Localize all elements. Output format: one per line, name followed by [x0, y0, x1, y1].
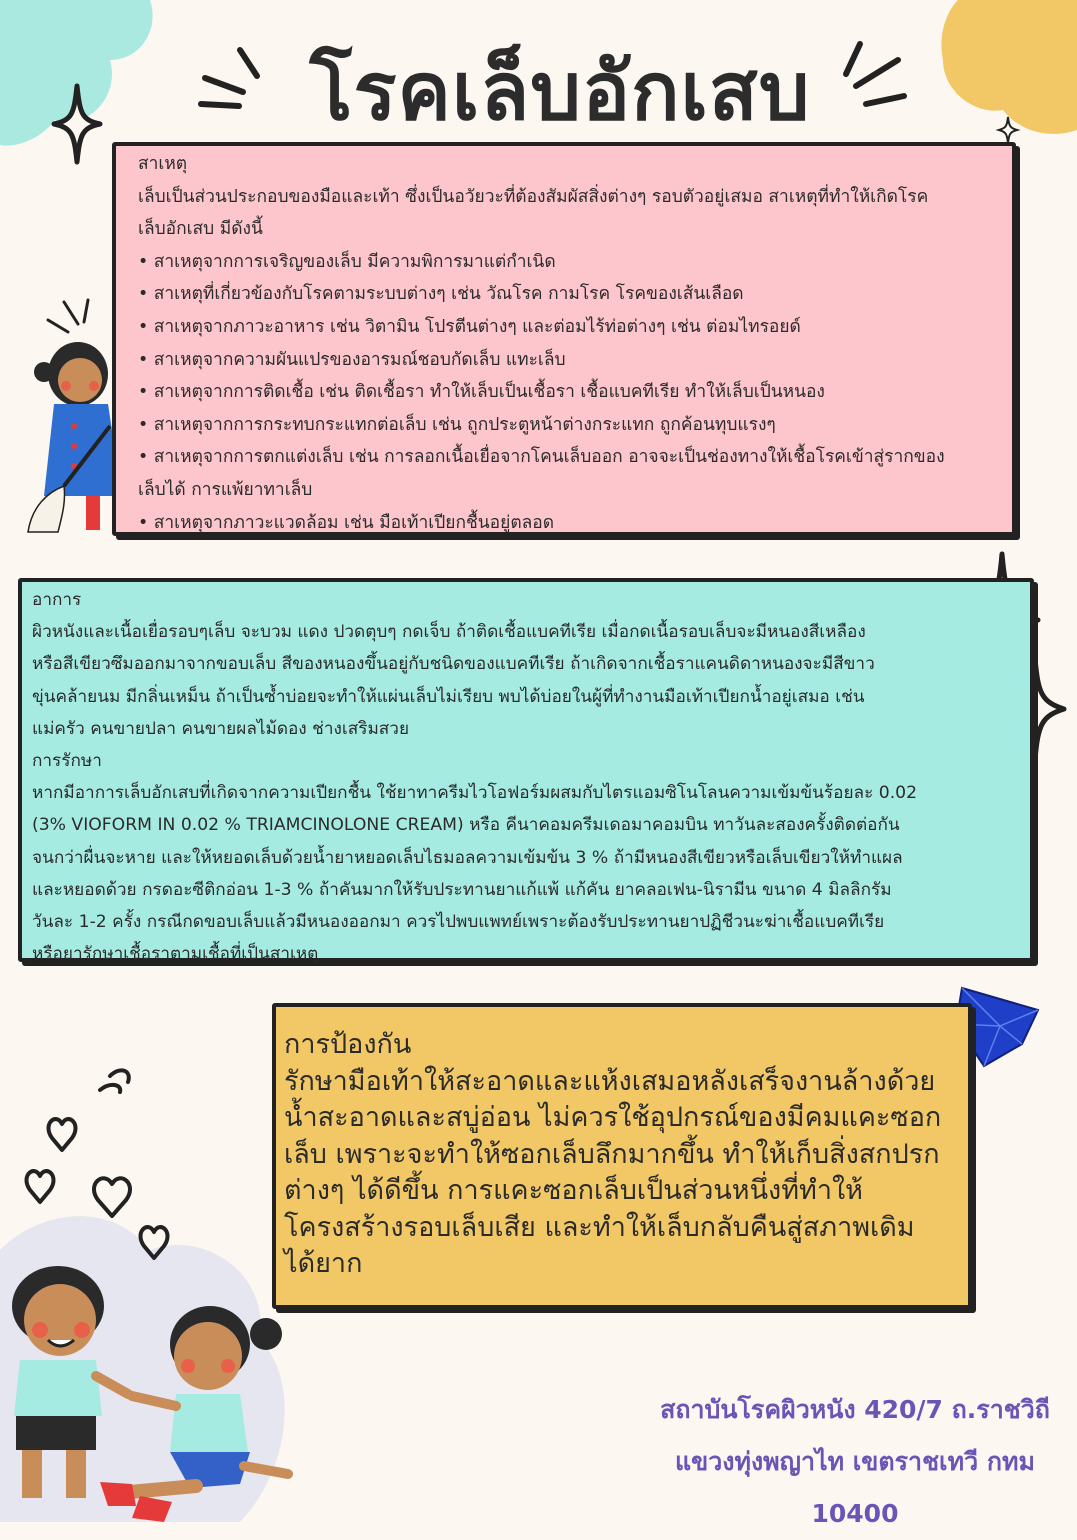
children-holding-hands-illustration: [0, 1256, 300, 1522]
cause-line: เล็บเป็นส่วนประกอบของมือและเท้า ซึ่งเป็นอวัยวะที่ต้องสัมผัสสิ่งต่างๆ รอบตัวอยู่เสมอ สาเหตุที่ทำให้เกิดโรค: [138, 186, 929, 207]
institute-address: [640, 1384, 1070, 1540]
prevention-line: โครงสร้างรอบเล็บเสีย และทำให้เล็บกลับคืนสู่สภาพเดิม: [284, 1211, 915, 1243]
prevention-heading: การป้องกัน: [284, 1029, 412, 1060]
hearts-doodle-icon: [20, 1060, 190, 1270]
cause-bullet: • สาเหตุจากภาวะแวดล้อม เช่น มือเท้าเปียกชื้นอยู่ตลอด: [138, 512, 555, 533]
cause-bullet: • สาเหตุจากความผันแปรของอารมณ์ชอบกัดเล็บ แทะเล็บ: [138, 349, 566, 370]
cause-bullet: • สาเหตุจากการกระทบกระแทกต่อเล็บ เช่น ถูกประตูหน้าต่างกระแทก ถูกค้อนทุบแรงๆ: [138, 414, 776, 435]
cause-line: เล็บอักเสบ มีดังนี้: [138, 219, 263, 240]
cause-bullet: • สาเหตุจากการติดเชื้อ เช่น ติดเชื้อรา ทำให้เล็บเป็นเชื้อรา เชื้อแบคทีเรีย ทำให้เล็บเป็นหนอง: [138, 382, 825, 403]
symptom-line: ผิวหนังและเนื้อเยื่อรอบๆเล็บ จะบวม แดง ปวดตุบๆ กดเจ็บ ถ้าติดเชื้อแบคทีเรีย เมื่อกดเนื้อรอบเล็บจะมีหนองสีเหลือง: [32, 622, 866, 643]
treatment-line: (3% VIOFORM IN 0.02 % TRIAMCINOLONE CREAM) หรือ คีนาคอมครีมเดอมาคอมบิน ทาวันละสองครั้งติดต่อกัน: [32, 815, 900, 836]
prevention-line: รักษามือเท้าให้สะอาดและแห้งเสมอหลังเสร็จงานล้างด้วย: [284, 1065, 936, 1097]
prevention-line: ต่างๆ ได้ดีขึ้น การแคะซอกเล็บเป็นส่วนหนึ่งที่ทำให้: [284, 1175, 863, 1206]
prevention-section: [272, 1003, 972, 1309]
treatment-line: วันละ 1-2 ครั้ง กรณีกดขอบเล็บแล้วมีหนองออกมา ควรไปพบแพทย์เพราะต้องรับประทานยาปฏิชีวนะฆ่าเชื้อแบคทีเรีย: [32, 912, 885, 933]
cause-bullet: • สาเหตุจากการเจริญของเล็บ มีความพิการมาแต่กำเนิด: [138, 251, 556, 272]
page-title: โรคเล็บอักเสบ: [309, 45, 811, 138]
symptom-line: แม่ครัว คนขายปลา คนขายผลไม้ดอง ช่างเสริมสวย: [32, 718, 410, 739]
prevention-line: เล็บ เพราะจะทำให้ซอกเล็บลึกมากขึ้น ทำให้เก็บสิ่งสกปรก: [284, 1138, 940, 1170]
treatment-line: และหยอดด้วย กรดอะซีติกอ่อน 1-3 % ถ้าคันมากให้รับประทานยาแก้แพ้ แก้คัน ยาคลอเฟน-นิรามีน ขนาด 4 มิลลิกรัม: [32, 879, 892, 900]
cause-bullet: • สาเหตุจากการตกแต่งเล็บ เช่น การลอกเนื้อเยื่อจากโคนเล็บออก อาจจะเป็นช่องทางให้เชื้อโรคเข้าสู่รากของ: [138, 447, 945, 468]
small-sparkle-icon: [998, 116, 1018, 144]
cause-heading: สาเหตุ: [138, 154, 188, 174]
prevention-line: ได้ยาก: [284, 1248, 363, 1279]
right-burst-lines-icon: [838, 36, 918, 116]
treatment-line: หากมีอาการเล็บอักเสบที่เกิดจากความเปียกชื้น ใช้ยาทาครีมไวโอฟอร์มผสมกับไตรแอมซิโนโลนความเข้มข้นร้อยละ 0.02: [32, 783, 918, 804]
cause-line: เล็บได้ การแพ้ยาทาเล็บ: [138, 479, 313, 500]
treatment-heading: การรักษา: [32, 751, 102, 772]
prevention-line: น้ำสะอาดและสบู่อ่อน ไม่ควรใช้อุปกรณ์ของมีคมแคะซอก: [284, 1102, 942, 1133]
address-line: 10400: [811, 1499, 899, 1528]
treatment-line: จนกว่าผื่นจะหาย และให้หยอดเล็บด้วยน้ำยาหยอดเล็บไธมอลความเข้มข้น 3 % ถ้ามีหนองสีเขียวหรือเล็บเขียวให้ทำแผล: [32, 847, 903, 868]
symptom-line: หรือสีเขียวซึมออกมาจากขอบเล็บ สีของหนองขึ้นอยู่กับชนิดของแบคทีเรีย ถ้าเกิดจากเชื้อราแคนดิดาหนองจะมีสีขาว: [32, 654, 875, 675]
symptom-line: ขุ่นคล้ายนม มีกลิ่นเหม็น ถ้าเป็นซ้ำบ่อยจะทำให้แผ่นเล็บไม่เรียบ พบได้บ่อยในผู้ที่ทำงานมือเท้าเปียกน้ำอยู่เสมอ เช่น: [32, 686, 865, 707]
treatment-line: หรือยารักษาเชื้อราตามเชื้อที่เป็นสาเหตุ: [32, 944, 319, 965]
cause-section: [112, 142, 1016, 536]
symptom-treatment-section: [18, 578, 1034, 965]
cause-bullet: • สาเหตุจากภาวะอาหาร เช่น วิตามิน โปรตีนต่างๆ และต่อมไร้ท่อต่างๆ เช่น ต่อมไทรอยด์: [138, 316, 801, 337]
left-burst-lines-icon: [195, 40, 275, 120]
address-line: สถาบันโรคผิวหนัง 420/7 ถ.ราชวิถี: [660, 1395, 1050, 1424]
symptom-heading: อาการ: [32, 590, 82, 610]
address-line: แขวงทุ่งพญาไท เขตราชเทวี กทม: [675, 1447, 1035, 1476]
cause-bullet: • สาเหตุที่เกี่ยวข้องกับโรคตามระบบต่างๆ เช่น วัณโรค กามโรค โรคของเส้นเลือด: [138, 284, 744, 305]
sparkle-icon: [52, 84, 102, 164]
